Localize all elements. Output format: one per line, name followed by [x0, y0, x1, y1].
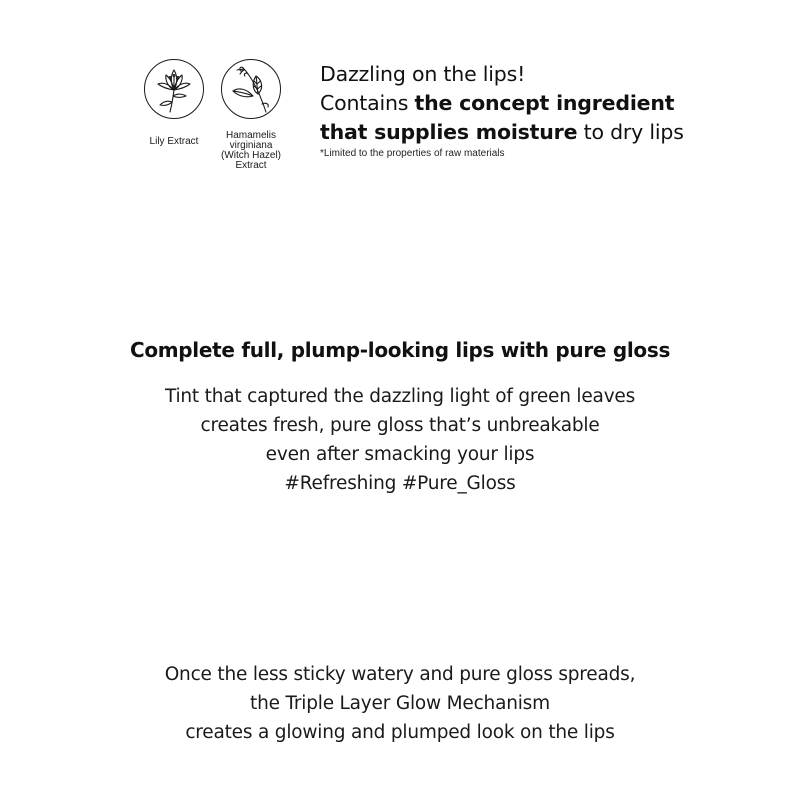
headline-line-2 — [320, 89, 684, 118]
description-line: even after smacking your lips — [265, 444, 535, 465]
mechanism-line: creates a glowing and plumped look on the lips — [185, 722, 615, 743]
headline-emphasis: that supplies moisture — [320, 120, 578, 144]
section-title: Complete full, plump-looking lips with pure gloss — [129, 338, 671, 362]
ingredient-label: Hamamelis virginiana (Witch Hazel) Extract — [220, 130, 281, 171]
headline-text: to dry lips — [577, 120, 684, 144]
witch-hazel-leaf-icon — [221, 59, 281, 119]
lily-flower-icon — [144, 59, 204, 119]
description-text — [0, 382, 800, 498]
hashtags: #Refreshing #Pure_Gloss — [284, 473, 516, 494]
description-line: Tint that captured the dazzling light of green leaves — [164, 386, 636, 407]
headline — [320, 60, 684, 147]
headline-line-1: Dazzling on the lips! — [320, 62, 526, 86]
headline-text: Contains — [320, 91, 415, 115]
ingredient-witch-hazel — [207, 59, 295, 171]
headline-line-3 — [320, 118, 684, 147]
mechanism-text — [0, 660, 800, 747]
headline-emphasis: the concept ingredient — [414, 91, 675, 115]
disclaimer-note: *Limited to the properties of raw materials — [320, 148, 505, 159]
ingredient-label: Lily Extract — [149, 136, 199, 147]
mechanism-line: the Triple Layer Glow Mechanism — [250, 693, 550, 714]
mechanism-line: Once the less sticky watery and pure gloss spreads, — [164, 664, 636, 685]
description-line: creates fresh, pure gloss that’s unbreakable — [200, 415, 600, 436]
ingredient-lily — [134, 59, 214, 147]
